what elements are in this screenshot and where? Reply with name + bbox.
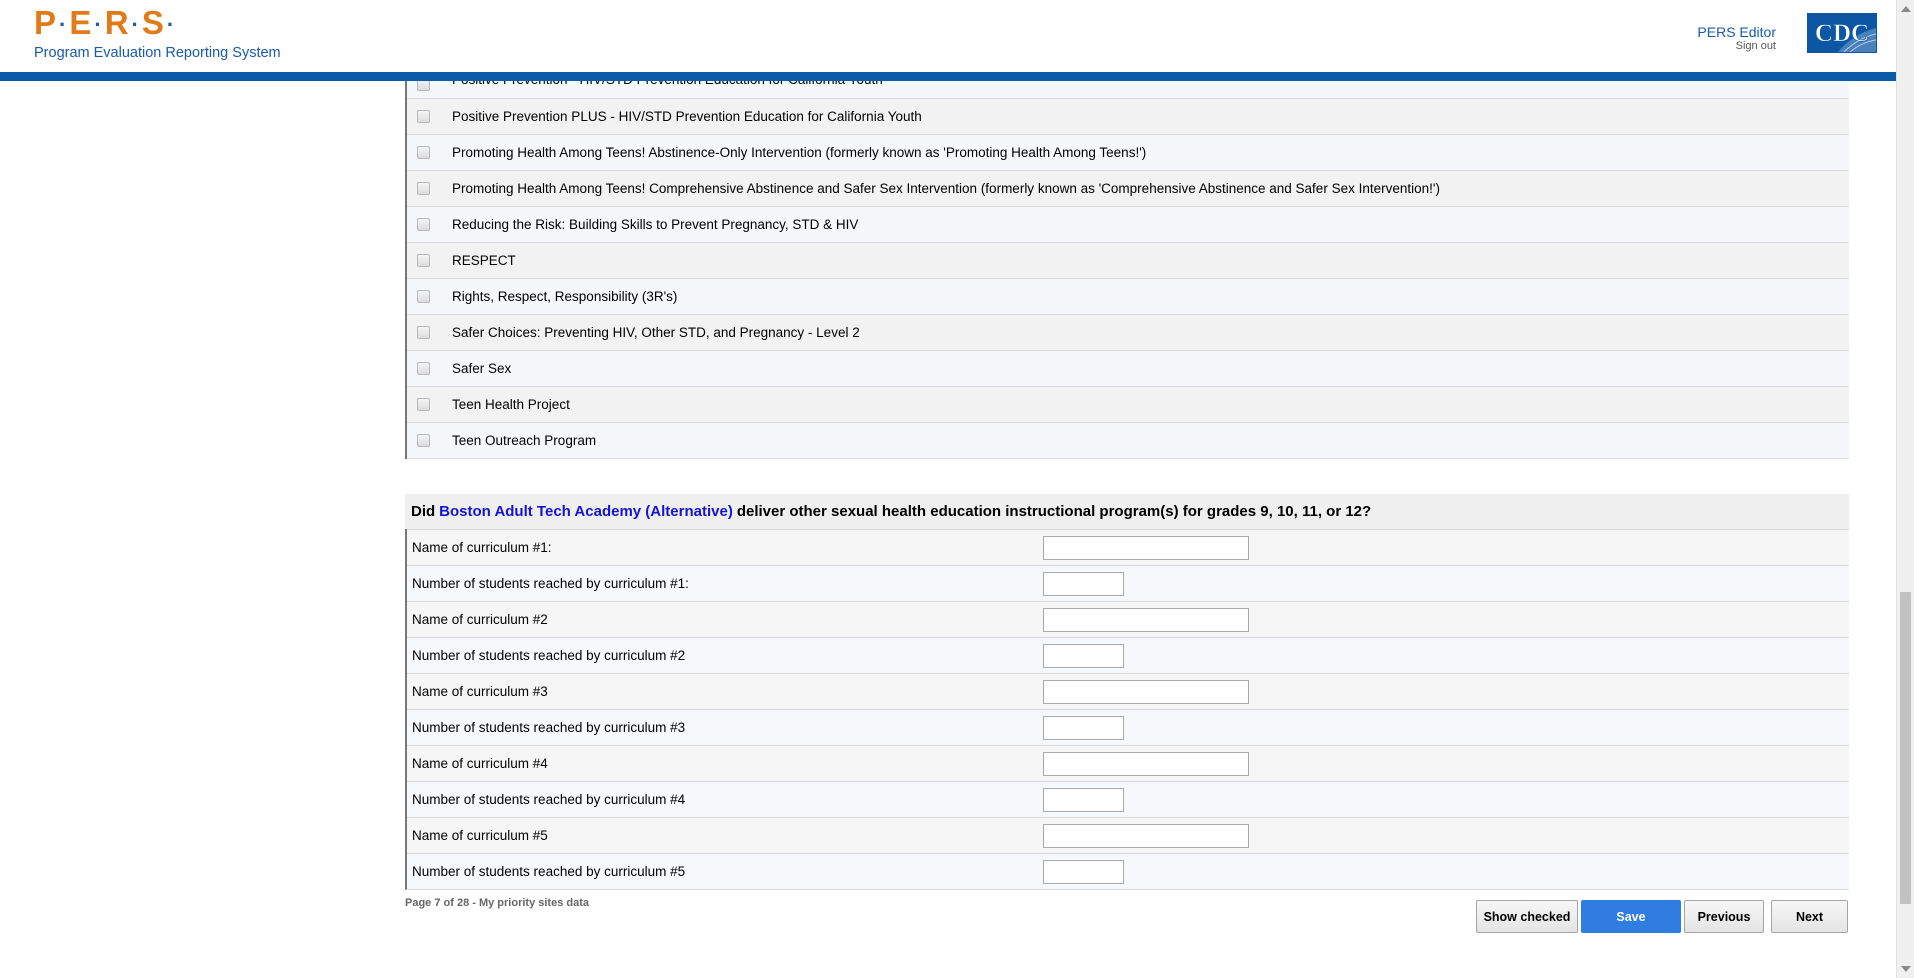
program-row[interactable] [407, 315, 1849, 351]
field-label: Name of curriculum #2 [412, 612, 548, 627]
curriculum-5-name-input[interactable] [1043, 824, 1249, 848]
program-row[interactable] [407, 171, 1849, 207]
form-row [407, 529, 1849, 565]
form-row [407, 745, 1849, 781]
curriculum-4-name-input[interactable] [1043, 752, 1249, 776]
program-row[interactable] [407, 387, 1849, 423]
form-row [407, 817, 1849, 853]
program-label: Promoting Health Among Teens! Abstinence-Only Intervention (formerly known as 'Promoting Health Among Teens!') [452, 145, 1147, 160]
curriculum-2-name-input[interactable] [1043, 608, 1249, 632]
program-row[interactable] [407, 279, 1849, 315]
scroll-thumb[interactable] [1900, 592, 1911, 904]
program-label: Safer Choices: Preventing HIV, Other STD, and Pregnancy - Level 2 [452, 325, 860, 340]
program-checkbox[interactable] [417, 398, 430, 411]
program-row[interactable] [407, 135, 1849, 171]
program-row[interactable] [407, 243, 1849, 279]
form-row [407, 853, 1849, 889]
pers-logo-mark: P·E·R·S· [34, 4, 176, 41]
program-label: Positive Prevention PLUS - HIV/STD Prevention Education for California Youth [452, 109, 922, 124]
curriculum-3-students-input[interactable] [1043, 716, 1124, 740]
app-subtitle: Program Evaluation Reporting System [34, 45, 281, 61]
page-info: Page 7 of 28 - My priority sites data [405, 897, 590, 909]
user-role: PERS Editor [1697, 24, 1776, 40]
program-checkbox[interactable] [417, 254, 430, 267]
field-label: Name of curriculum #4 [412, 756, 548, 771]
question-prefix: Did [411, 503, 436, 520]
curriculum-4-students-input[interactable] [1043, 788, 1124, 812]
curriculum-2-students-input[interactable] [1043, 644, 1124, 668]
scroll-up-icon[interactable] [1901, 6, 1911, 12]
field-label: Name of curriculum #3 [412, 684, 548, 699]
field-label: Number of students reached by curriculum #2 [412, 648, 686, 663]
curriculum-3-name-input[interactable] [1043, 680, 1249, 704]
field-label: Name of curriculum #1: [412, 540, 552, 555]
question-suffix: deliver other sexual health education instructional program(s) for grades 9, 10, 11, or 12? [736, 503, 1372, 520]
program-row[interactable] [407, 423, 1849, 459]
form-row [407, 601, 1849, 637]
show-checked-button[interactable]: Show checked [1476, 900, 1578, 933]
field-label: Number of students reached by curriculum #4 [412, 792, 686, 807]
previous-button[interactable]: Previous [1684, 900, 1764, 933]
question-heading [405, 494, 1849, 529]
program-checkbox-list [405, 64, 1849, 459]
pers-logo[interactable] [34, 6, 281, 61]
program-checkbox[interactable] [417, 146, 430, 159]
program-checkbox[interactable] [417, 218, 430, 231]
curriculum-5-students-input[interactable] [1043, 860, 1124, 884]
app-header [0, 0, 1896, 72]
program-row[interactable] [407, 351, 1849, 387]
program-label: Teen Outreach Program [452, 433, 597, 448]
header-divider [0, 72, 1896, 81]
next-button[interactable]: Next [1771, 900, 1848, 933]
program-label: RESPECT [452, 253, 516, 268]
field-label: Number of students reached by curriculum #5 [412, 864, 686, 879]
program-checkbox[interactable] [417, 290, 430, 303]
program-label: Teen Health Project [452, 397, 570, 412]
program-checkbox[interactable] [417, 326, 430, 339]
program-label: Rights, Respect, Responsibility (3R's) [452, 289, 678, 304]
field-label: Name of curriculum #5 [412, 828, 548, 843]
program-row[interactable] [407, 207, 1849, 243]
program-label: Reducing the Risk: Building Skills to Prevent Pregnancy, STD & HIV [452, 217, 859, 232]
user-menu [1697, 24, 1776, 53]
form-row [407, 781, 1849, 817]
form-row [407, 673, 1849, 709]
program-checkbox[interactable] [417, 182, 430, 195]
field-label: Number of students reached by curriculum #3 [412, 720, 686, 735]
program-label: Promoting Health Among Teens! Comprehensive Abstinence and Safer Sex Intervention (formerly known as 'Comprehensive Abstinence and Safer Sex Intervention!') [452, 181, 1440, 196]
form-row [407, 565, 1849, 601]
sign-out-link[interactable]: Sign out [1735, 40, 1776, 52]
form-row [407, 709, 1849, 745]
program-row[interactable] [407, 99, 1849, 135]
program-checkbox[interactable] [417, 362, 430, 375]
curriculum-1-name-input[interactable] [1043, 536, 1249, 560]
form-row [407, 637, 1849, 673]
program-label: Safer Sex [452, 361, 512, 376]
curriculum-form [405, 529, 1849, 890]
scroll-down-icon[interactable] [1901, 966, 1911, 972]
program-checkbox[interactable] [417, 110, 430, 123]
cdc-logo[interactable] [1807, 13, 1877, 53]
cdc-logo-text: CDC [1814, 20, 1870, 47]
school-name: Boston Adult Tech Academy (Alternative) [439, 503, 733, 520]
program-checkbox[interactable] [417, 434, 430, 447]
save-button[interactable]: Save [1581, 900, 1681, 933]
vertical-scrollbar[interactable] [1896, 0, 1914, 978]
curriculum-1-students-input[interactable] [1043, 572, 1124, 596]
field-label: Number of students reached by curriculum #1: [412, 576, 689, 591]
